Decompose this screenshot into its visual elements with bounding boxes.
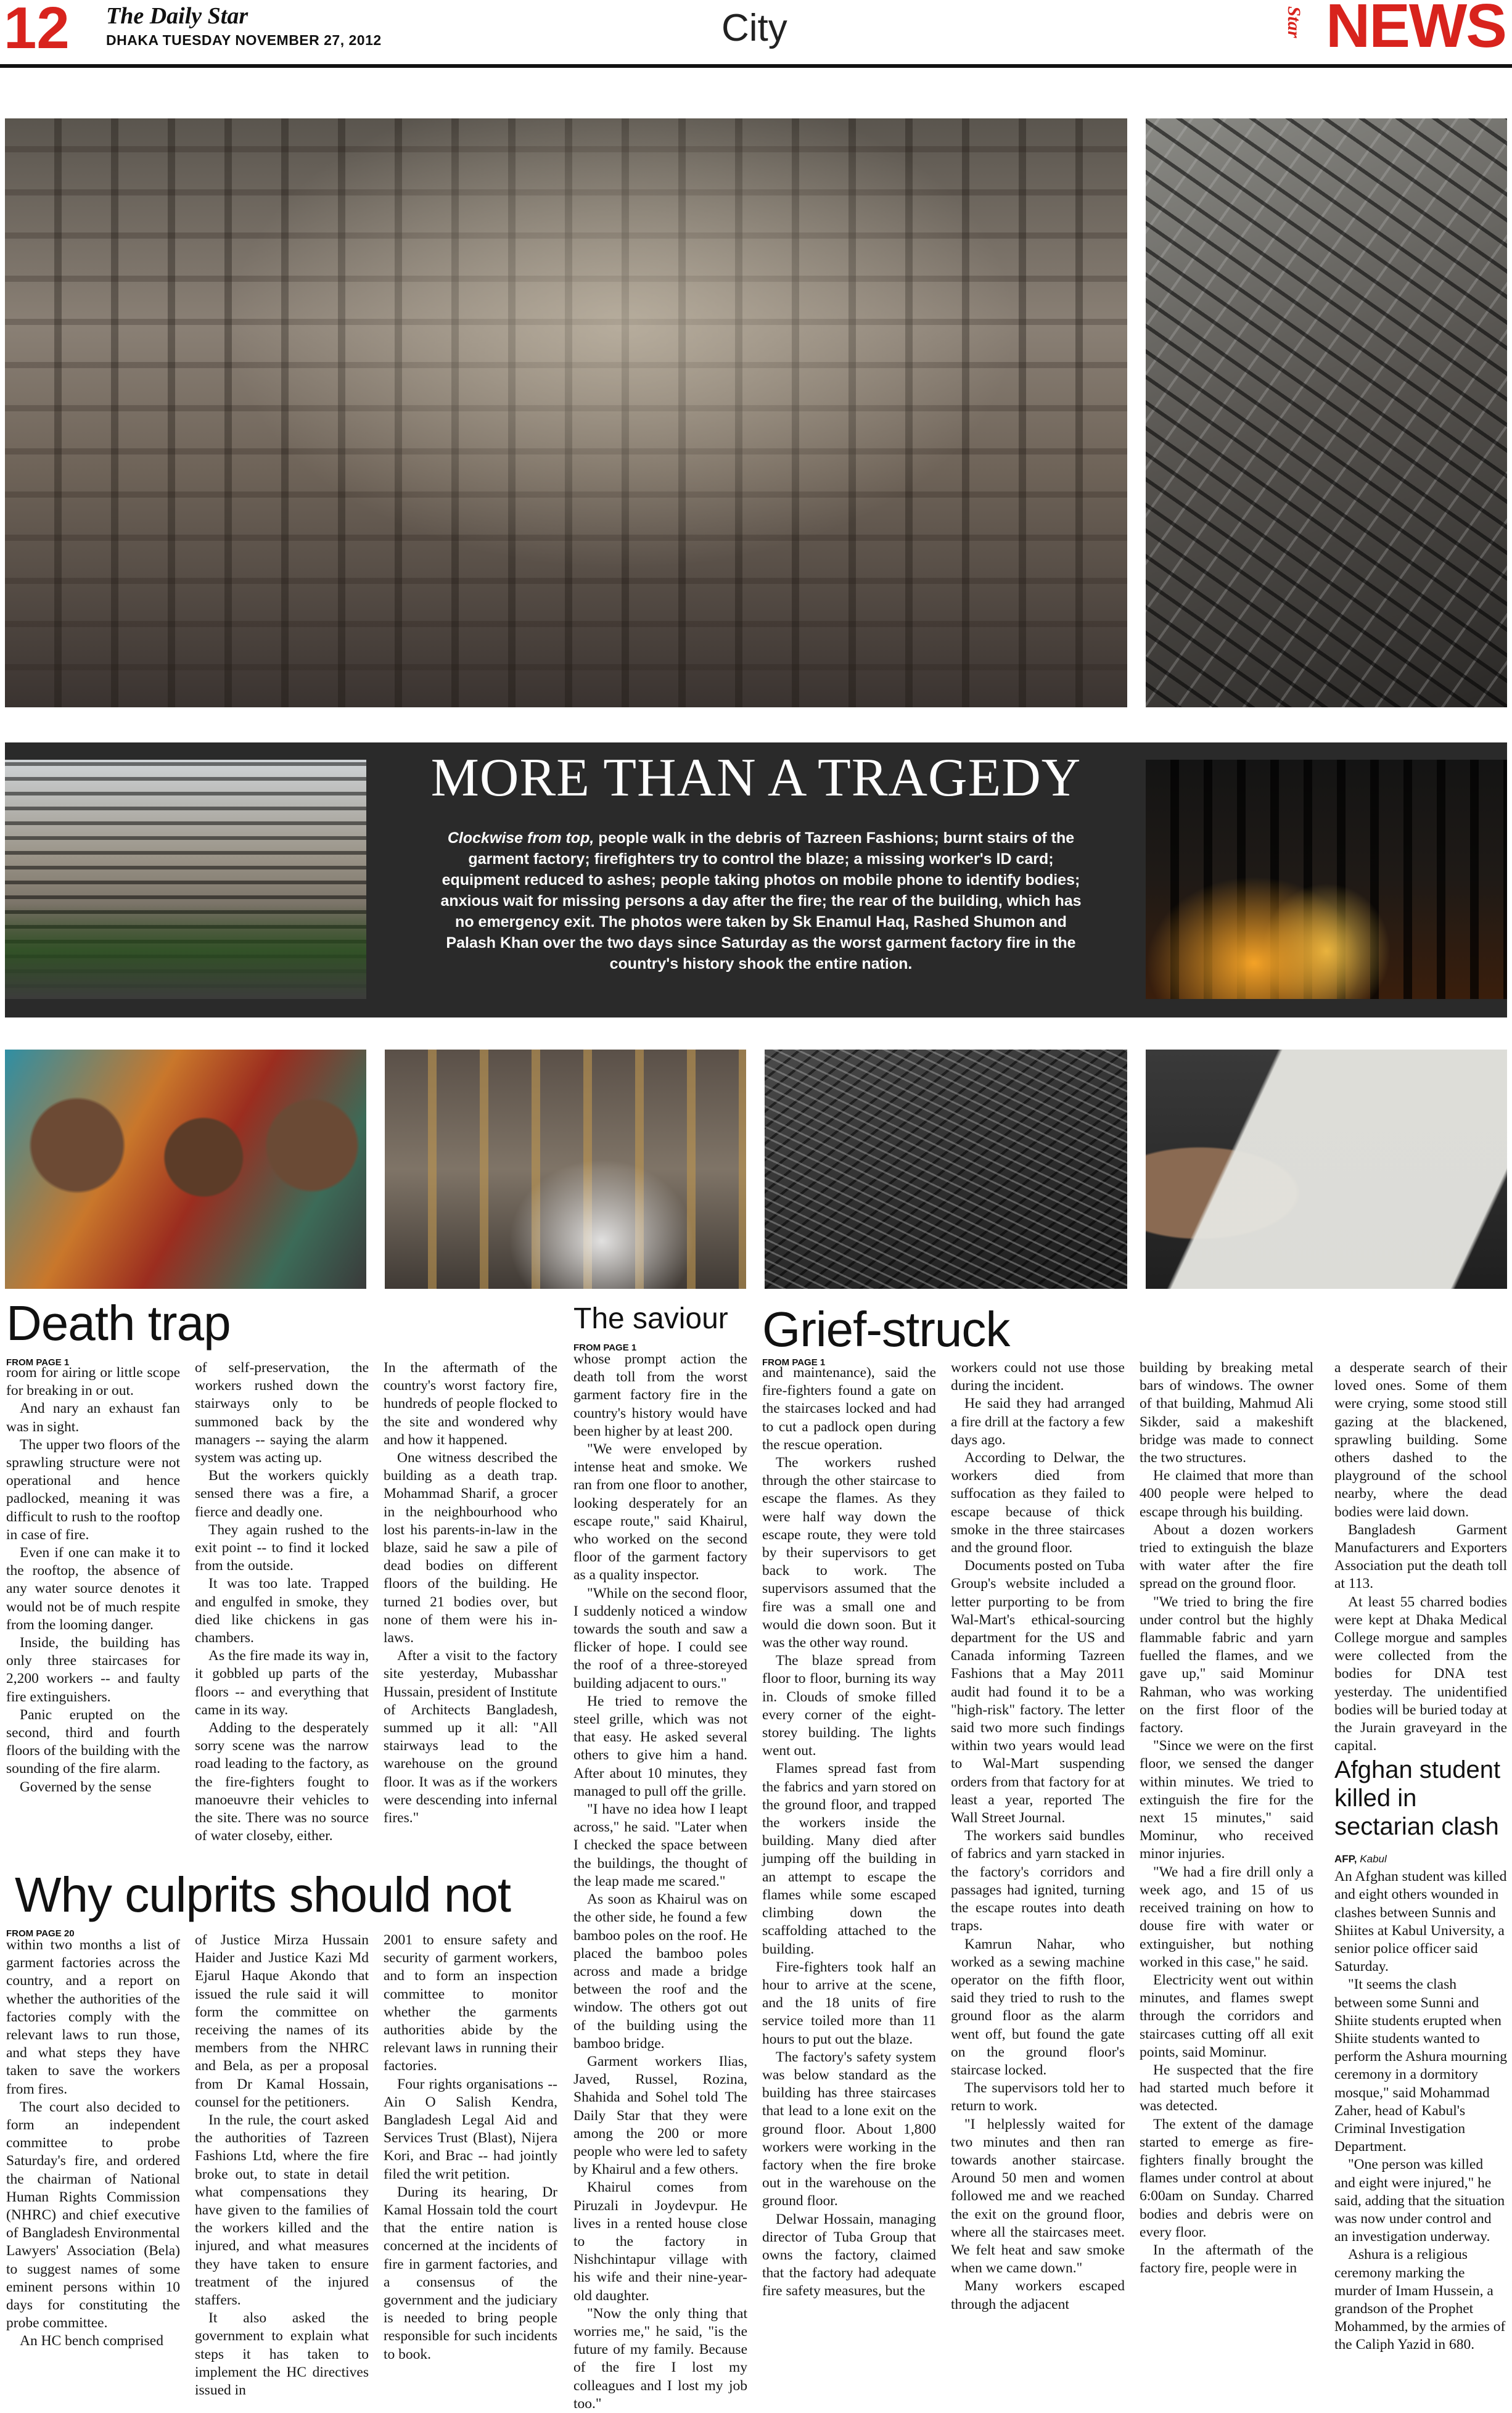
paragraph: He said they had arranged a fire drill at the factory a few days ago. — [951, 1396, 1125, 1448]
grief-struck-col-3 — [1140, 1359, 1313, 2380]
paragraph: Four rights organisations -- Ain O Salish Kendra, Bangladesh Legal Aid and Services Trust (Blast), Nijera Kori, and Brac -- had jointly filed the writ petition. — [384, 2076, 557, 2182]
grief-struck-col-2 — [951, 1359, 1125, 2380]
paragraph: During its hearing, Dr Kamal Hossain told the court that the entire nation is concerned at the incidents of fire in garment factories, and a consensus of the government and the judiciary is needed to bring people responsible for such incidents to book. — [384, 2184, 557, 2362]
paragraph: and maintenance), said the fire-fighters found a gate on the staircases locked and had to cut a padlock open during the rescue operation. — [762, 1365, 936, 1453]
equipment-ashes-photo — [765, 1050, 1127, 1289]
paragraph: The workers said bundles of fabrics and yarn stacked in the factory's corridors and passages had ignited, turning the escape routes into death traps. — [951, 1828, 1125, 1934]
grief-struck-col-4 — [1334, 1359, 1507, 1754]
paragraph: It also asked the government to explain what steps it has taken to implement the HC directives issued in — [195, 2310, 369, 2399]
paragraph: Fire-fighters took half an hour to arrive at the scene, and the 18 units of fire service toiled more than 11 hours to put out the blaze. — [762, 1959, 936, 2047]
afghan-headline: Afghan student killed in sectarian clash — [1334, 1756, 1501, 1840]
paragraph: "While on the second floor, I suddenly noticed a window towards the south and saw a flicker of hope. I could see the roof of a three-storeyed building adjacent to ours." — [573, 1585, 747, 1692]
id-card-photo — [1146, 1050, 1507, 1289]
paragraph: Khairul comes from Piruzali in Joydevpur. He lives in a rented house close to the factory in Nishchintapur village with his wife and their nine-year-old daughter. — [573, 2179, 747, 2304]
paragraph: After a visit to the factory site yesterday, Mubasshar Hussain, president of Institute of Architects Bangladesh, summed up it all: "All stairways lead to the warehouse on the ground floor. It was as if the workers were descending into infernal fires." — [384, 1648, 557, 1827]
saviour-col-1 — [573, 1350, 747, 2412]
paragraph: In the aftermath of the factory fire, people were in — [1140, 2242, 1313, 2277]
paragraph: About a dozen workers tried to extinguish the blaze with water after the fire spread on the ground floor. — [1140, 1521, 1313, 1592]
paragraph: At least 55 charred bodies were kept at Dhaka Medical College morgue and samples were collected from the bodies for DNA test yesterday. The unidentified bodies will be buried today at the Jurain graveyard in the capital. — [1334, 1593, 1507, 1754]
masthead-rule — [0, 64, 1512, 68]
saviour-kicker: FROM PAGE 1 — [573, 1342, 637, 1353]
paper-logo: The Daily Star — [106, 3, 249, 29]
paragraph: He claimed that more than 400 people were helped to escape through his building. — [1140, 1468, 1313, 1520]
masthead — [0, 0, 1512, 62]
paragraph: Many workers escaped through the adjacent — [951, 2278, 1125, 2312]
paragraph: "One person was killed and eight were injured," he said, adding that the situation was now under control and an investigation underway. — [1334, 2156, 1505, 2245]
paragraph: Delwar Hossain, managing director of Tuba Group that owns the factory, claimed that the factory had adequate fire safety measures, but the — [762, 2211, 936, 2300]
culprits-col-1 — [6, 1936, 180, 2380]
banner-title: MORE THAN A TRAGEDY — [430, 748, 1082, 808]
paragraph: "We were enveloped by intense heat and smoke. We ran from one floor to another, looking desperately for an escape route," said Khairul, who worked on the second floor of the garment factory as a quality inspector. — [573, 1441, 747, 1584]
paragraph: Governed by the sense — [20, 1778, 152, 1795]
culprits-col-2 — [195, 1931, 369, 2399]
paragraph: 2001 to ensure safety and security of garment workers, and to form an inspection committee to monitor whether the garments authorities abide by the relevant laws in running their factories. — [384, 1932, 557, 2074]
paragraph: Documents posted on Tuba Group's website included a letter purporting to be from Wal-Mart's ethical-sourcing department for the US and Canada informing Tazreen Fashions that a May 2011 audit had found it to be a "high-risk" factory. The letter said two more such findings within two years would lead to Wal-Mart suspending orders from that factory for at least a year, reported The Wall Street Journal. — [951, 1558, 1125, 1827]
paragraph: "We tried to bring the fire under control but the highly flammable fabric and yarn fuelled the flames, and we gave up," said Mominur Rahman, who was working on the first floor of the factory. — [1140, 1593, 1313, 1737]
paragraph: of self-preservation, the workers rushed down the stairways only to be summoned back by the managers -- saying the alarm system was acting up. — [195, 1360, 369, 1466]
paragraph: The factory's safety system was below standard as the building has three staircases that lead to a lone exit on the ground floor. About 1,800 workers were working in the factory when the fire broke out in the warehouse on the ground floor. — [762, 2049, 936, 2210]
paragraph: They again rushed to the exit point -- to find it locked from the outside. — [195, 1521, 369, 1574]
saviour-headline: The saviour — [573, 1302, 728, 1335]
paragraph: workers could not use those during the incident. — [951, 1360, 1125, 1394]
anxious-relatives-photo — [5, 1050, 366, 1289]
grief-struck-headline: Grief-struck — [762, 1302, 1010, 1357]
section-title: City — [721, 7, 787, 49]
paragraph: The workers rushed through the other staircase to escape the flames. As they were half way down the escape route, they were told by their supervisors to get back to work. The supervisors assumed that the fire was a small one and would die down soon. But it was the other way round. — [762, 1455, 936, 1651]
paragraph: Panic erupted on the second, third and fourth floors of the building with the sounding of the fire alarm. — [6, 1706, 180, 1777]
paragraph: One witness described the building as a death trap. Mohammad Sharif, a grocer in the neighbourhood who lost his parents-in-law in the blaze, said he saw a pile of dead bodies on different floors of the building. He turned 21 bodies over, but none of them were his in-laws. — [384, 1450, 557, 1646]
paragraph: whose prompt action the death toll from the worst garment factory fire in the country's history would have been higher by at least 200. — [573, 1351, 747, 1439]
death-trap-col-2 — [195, 1359, 369, 1860]
culprits-kicker: FROM PAGE 20 — [6, 1928, 75, 1939]
caption-body: people walk in the debris of Tazreen Fashions; burnt stairs of the garment factory; firefighters try to control the blaze; a missing worker's ID card; equipment reduced to ashes; people taking photos on mobile phone to identify bodies; anxious wait for missing persons a day after the fire; the rear of the building, which has no emergency exit. The photos were taken by Sk Enamul Haq, Rashed Shumon and Palash Khan over the two days since Saturday as the worst garment factory fire in the country's history shook the entire nation. — [440, 829, 1082, 972]
afghan-body — [1334, 1850, 1507, 2380]
death-trap-kicker: FROM PAGE 1 — [6, 1357, 70, 1368]
grief-struck-kicker: FROM PAGE 1 — [762, 1357, 826, 1368]
caption-lead: Clockwise from top, — [447, 829, 594, 847]
paragraph: The court also decided to form an independent committee to probe Saturday's fire, and ordered the chairman of National Human Rights Commission (NHRC) and chief executive of Bangladesh Environmental Lawyers' Association (Bela) to suggest names of some eminent persons within 10 days for constituting the probe committee. — [6, 2099, 180, 2332]
mobile-photos-photo — [385, 1050, 746, 1289]
paragraph: Ashura is a religious ceremony marking the murder of Imam Hussein, a grandson of the Prophet Mohammed, by the armies of the Caliph Yazid in 680. — [1334, 2247, 1506, 2353]
dateline: DHAKA TUESDAY NOVEMBER 27, 2012 — [106, 32, 382, 48]
paragraph: room for airing or little scope for breaking in or out. — [6, 1365, 180, 1399]
paragraph: The supervisors told her to return to work. — [951, 2080, 1125, 2115]
paragraph: According to Delwar, the workers died from suffocation as they failed to escape because of thick smoke in the three staircases and the ground floor. — [951, 1450, 1125, 1556]
paragraph: Bangladesh Garment Manufacturers and Exporters Association put the death toll at 113. — [1334, 1521, 1507, 1592]
firefighting-photo — [1146, 760, 1507, 999]
grief-struck-col-1 — [762, 1364, 936, 2380]
paragraph: He suspected that the fire had started much before it was detected. — [1140, 2062, 1313, 2115]
paragraph: Kamrun Nahar, who worked as a sewing machine operator on the fifth floor, said they tried to rush to the ground floor as the alarm went off, but found the gate on the ground floor's staircase locked. — [951, 1936, 1125, 2078]
culprits-col-3 — [384, 1931, 557, 2380]
death-trap-headline: Death trap — [6, 1296, 231, 1350]
paragraph: It was too late. Trapped and engulfed in smoke, they died like chickens in gas chambers. — [195, 1576, 369, 1646]
burnt-stairs-photo — [1146, 118, 1507, 707]
paragraph: "I helplessly waited for two minutes and then ran towards another staircase. Around 50 men and women followed me and we reached the exit on the ground floor, where all the staircases meet. We felt heat and saw smoke when we came down." — [951, 2116, 1125, 2277]
paragraph: within two months a list of garment factories across the country, and a report on whether the authorities of the factories comply with the relevant laws to run those, and what steps they have taken to save the workers from fires. — [6, 1937, 180, 2097]
banner-caption — [434, 828, 1088, 974]
culprits-headline: Why culprits should not — [15, 1867, 511, 1922]
news-logo: NEWS — [1326, 0, 1506, 60]
paragraph: Inside, the building has only three staircases for 2,200 workers -- and faulty fire extinguishers. — [6, 1635, 180, 1705]
paragraph: An Afghan student was killed and eight others wounded in clashes between Sunnis and Shiites at Kabul University, a senior police officer said Saturday. — [1334, 1868, 1507, 1975]
debris-photo — [5, 118, 1127, 707]
paragraph: a desperate search of their loved ones. Some of them were crying, some stood still gazing at the blackened, sprawling building. Some others dashed to the playground of the school nearby, where the dead bodies were laid down. — [1334, 1360, 1507, 1520]
paragraph: But the workers quickly sensed there was a fire, a fierce and deadly one. — [195, 1468, 369, 1520]
paragraph: In the aftermath of the country's worst factory fire, hundreds of people flocked to the site and wondered why and how it happened. — [384, 1360, 557, 1448]
paragraph: Flames spread fast from the fabrics and yarn stored on the ground floor, and trapped the workers inside the building. Many died after jumping off the building in an attempt to escape the flames while some escaped climbing down the scaffolding attached to the building. — [762, 1761, 936, 1957]
paragraph: As the fire made its way in, it gobbled up parts of the floors -- and everything that came in its way. — [195, 1648, 369, 1718]
paragraph: "We had a fire drill only a week ago, and 15 of us received training on how to douse fire with water or extinguisher, but nothing worked in this case," he said. — [1140, 1864, 1313, 1970]
page-number: 12 — [4, 0, 70, 61]
paragraph: "It seems the clash between some Sunni and Shiite students erupted when Shiite students wanted to perform the Ashura mourning ceremony in a dormitory mosque," said Mohammad Zaher, head of Kabul's Criminal Investigation Department. — [1334, 1976, 1507, 2155]
paragraph: building by breaking metal bars of windows. The owner of that building, Mahmud Ali Sikder, said a makeshift bridge was made to connect the two structures. — [1140, 1360, 1313, 1466]
paragraph: As soon as Khairul was on the other side, he found a few bamboo poles on the roof. He placed the bamboo poles across and made a bridge between the roof and the window. The others got out of the building using the bamboo bridge. — [573, 1891, 747, 2052]
paragraph: Electricity went out within minutes, and flames swept through the corridors and staircases cutting off all exit points, said Mominur. — [1140, 1971, 1313, 2060]
afghan-byline: AFP, Kabul — [1334, 1853, 1387, 1865]
paragraph: In the rule, the court asked the authorities of Tazreen Fashions Ltd, where the fire broke out, to state in detail what compensations they have given to the families of the workers killed and the injured, and what measures they have taken to ensure treatment of the injured staffers. — [195, 2112, 369, 2309]
paragraph: He tried to remove the steel grille, which was not that easy. He asked several others to give him a hand. After about 10 minutes, they managed to pull off the grille. — [573, 1693, 747, 1799]
paragraph: Adding to the desperately sorry scene was the narrow road leading to the factory, as the fire-fighters fought to manoeuvre their vehicles to the site. There was no source of water closeby, either. — [195, 1720, 369, 1844]
paragraph: "Since we were on the first floor, we sensed the danger within minutes. We tried to extinguish the fire for the next 15 minutes," said Mominur, who received minor injuries. — [1140, 1738, 1313, 1862]
building-rear-photo — [5, 760, 366, 999]
paragraph: The blaze spread from floor to floor, burning its way in. Clouds of smoke filled every corner of the eight-storey building. The lights went out. — [762, 1653, 936, 1759]
paragraph: Even if one can make it to the rooftop, the absence of any water source denotes it would not be of much respite from the looming danger. — [6, 1545, 180, 1633]
star-logo-mark: Star — [1284, 6, 1304, 38]
paragraph: of Justice Mirza Hussain Haider and Justice Kazi Md Ejarul Haque Akondo that issued the rule said it will form the committee on receiving the names of its members from the NHRC and Bela, as per a proposal from Dr Kamal Hossain, counsel for the petitioners. — [195, 1932, 369, 2110]
paragraph: An HC bench comprised — [20, 2333, 163, 2349]
paragraph: The upper two floors of the sprawling structure were not operational and hence padlocked, meaning it was difficult to rush to the rooftop in case of fire. — [6, 1436, 180, 1543]
death-trap-col-1 — [6, 1364, 180, 1860]
paragraph: "Now the only thing that worries me," he said, "is the future of my family. Because of the fire I lost my colleagues and I lost my job too." — [573, 2305, 747, 2412]
paragraph: And nary an exhaust fan was in sight. — [6, 1400, 180, 1435]
death-trap-col-3 — [384, 1359, 557, 1860]
paragraph: The extent of the damage started to emerge as fire-fighters finally brought the flames under control at about 6:00am on Sunday. Charred bodies and debris were on every floor. — [1140, 2116, 1313, 2240]
paragraph: Garment workers Ilias, Javed, Russel, Rozina, Shahida and Sohel told The Daily Star that they were among the 200 or more people who were led to safety by Khairul and a few others. — [573, 2053, 747, 2178]
paragraph: "I have no idea how I leapt across," he said. "Later when I checked the space between the buildings, the thought of the leap made me scared." — [573, 1801, 747, 1889]
